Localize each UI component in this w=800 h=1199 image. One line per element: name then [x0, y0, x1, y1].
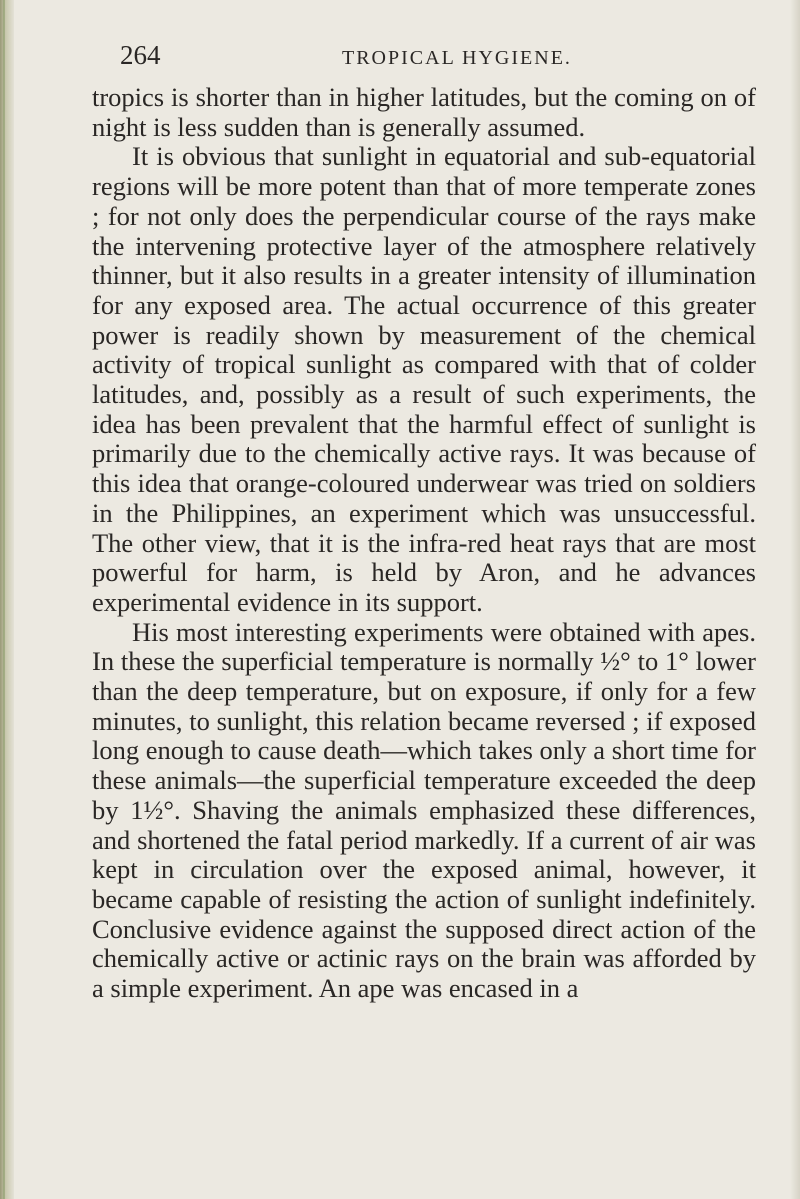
page-number: 264: [120, 40, 161, 70]
running-title: TROPICAL HYGIENE.: [342, 47, 572, 69]
body-text: [92, 83, 756, 1004]
paragraph-continued: tropics is shorter than in higher latitudes, but the coming on of night is less sudden than is generally assumed.: [92, 82, 756, 142]
page-header: [120, 38, 740, 74]
paragraph-ape-experiments: His most interesting experiments were obtained with apes. In these the superficial temperature is normally ½° to 1° lower than the deep temperature, but on exposure, if only for a few minutes, to sunlight, this relation became reversed ; if exposed long enough to cause death—which takes only a short time for these animals—the superficial temperature exceeded the deep by 1½°. Shaving the animals emphasized these differences, and shortened the fatal period markedly. If a current of air was kept in circulation over the exposed animal, however, it became capable of resisting the action of sunlight indefinitely. Conclusive evidence against the supposed direct action of the chemically active or actinic rays on the brain was afforded by a simple experiment. An ape was encased in a: [92, 616, 756, 1004]
paragraph-sunlight-potency: It is obvious that sunlight in equatorial and sub-equatorial regions will be more potent than that of more temperate zones ; for not only does the perpendicular course of the rays make the intervening protective layer of the atmosphere relatively thinner, but it also results in a greater intensity of illumination for any exposed area. The actual occurrence of this greater power is readily shown by measurement of the chemical activity of tropical sunlight as compared with that of colder latitudes, and, possibly as a result of such experiments, the idea has been prevalent that the harmful effect of sunlight is primarily due to the chemically active rays. It was because of this idea that orange-coloured underwear was tried on soldiers in the Philippines, an experiment which was unsuccessful. The other view, that it is the infra-red heat rays that are most powerful for harm, is held by Aron, and he advances experimental evidence in its support.: [92, 141, 756, 617]
page-edge: [790, 0, 800, 1199]
binding-edge: [0, 0, 14, 1199]
